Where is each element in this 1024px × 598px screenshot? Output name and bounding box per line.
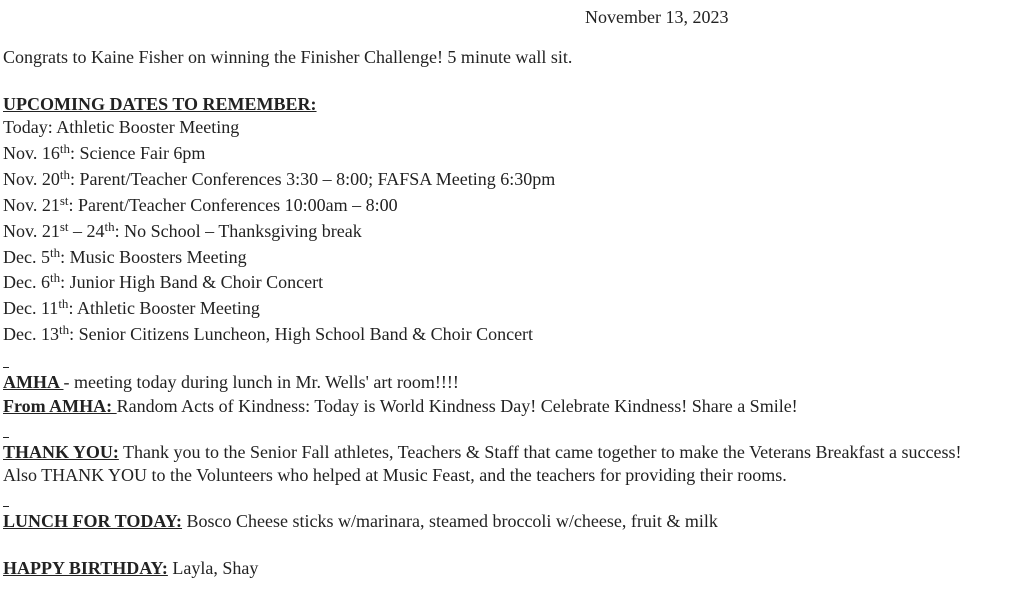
upcoming-date-item [3,323,533,345]
item-text: : Parent/Teacher Conferences 3:30 – 8:00; FAFSA Meeting 6:30pm [69,169,556,189]
item-text: : Music Boosters Meeting [60,247,247,267]
amha-line [3,371,459,393]
item-text: : Senior Citizens Luncheon, High School Band & Choir Concert [69,324,534,344]
upcoming-date-item [3,220,362,242]
item-text: : No School – Thanksgiving break [114,221,362,241]
thank-you-line-2: Also THANK YOU to the Volunteers who helped at Music Feast, and the teachers for providing their rooms. [3,465,787,485]
lunch-label: LUNCH FOR TODAY: [3,511,183,531]
upcoming-date-item [3,246,247,268]
item-date: Dec. 6 [3,272,50,292]
upcoming-date-item [3,142,205,164]
from-amha-line [3,395,798,417]
item-date: Dec. 5 [3,247,50,267]
item-date-suffix: st [59,193,69,208]
item-date: Dec. 11 [3,298,59,318]
separator-mark [3,506,9,507]
item-date: Nov. 21 [3,195,60,215]
item-date-suffix: th [49,245,61,260]
amha-label: AMHA [3,372,64,392]
lunch-line [3,510,718,532]
item-date-suffix: th [59,167,70,182]
item-date: Nov. 20 [3,169,60,189]
item-date-suffix: th [58,322,70,337]
from-amha-label: From AMHA: [3,396,117,416]
congrats-text: Congrats to Kaine Fisher on winning the Finisher Challenge! 5 minute wall sit. [3,47,573,67]
upcoming-date-item [3,297,260,319]
upcoming-date-item [3,116,239,138]
item-date: Today [3,117,48,137]
separator-mark [3,367,9,368]
item-text: : Junior High Band & Choir Concert [60,272,324,292]
item-date-end: – 24 [68,221,105,241]
item-date-end-suffix: th [104,219,115,234]
upcoming-date-item [3,271,323,293]
item-text: : Athletic Booster Meeting [68,298,260,318]
item-text: : Parent/Teacher Conferences 10:00am – 8:00 [68,195,398,215]
item-date-suffix: th [58,296,69,311]
thank-you-text: Thank you to the Senior Fall athletes, Teachers & Staff that came together to make the Veterans Breakfast a success! [118,442,962,462]
item-text: : Science Fair 6pm [69,143,206,163]
upcoming-date-item [3,194,398,216]
from-amha-text: Random Acts of Kindness: Today is World Kindness Day! Celebrate Kindness! Share a Smile! [116,396,798,416]
thank-you-line [3,441,962,463]
lunch-text: Bosco Cheese sticks w/marinara, steamed broccoli w/cheese, fruit & milk [182,511,718,531]
item-text: : Athletic Booster Meeting [47,117,240,137]
announcement-date: November 13, 2023 [585,7,729,27]
item-date: Nov. 16 [3,143,60,163]
amha-text: - meeting today during lunch in Mr. Wells' art room!!!! [63,372,459,392]
item-date-suffix: st [59,219,69,234]
item-date: Dec. 13 [3,324,59,344]
item-date-suffix: th [59,141,70,156]
birthday-label: HAPPY BIRTHDAY: [3,558,168,578]
birthday-line [3,557,258,579]
item-date-suffix: th [49,270,61,285]
item-date: Nov. 21 [3,221,60,241]
thank-you-label: THANK YOU: [3,442,119,462]
birthday-text: Layla, Shay [167,558,259,578]
separator-mark [3,437,9,438]
upcoming-date-item [3,168,555,190]
upcoming-dates-heading: UPCOMING DATES TO REMEMBER: [3,94,317,114]
